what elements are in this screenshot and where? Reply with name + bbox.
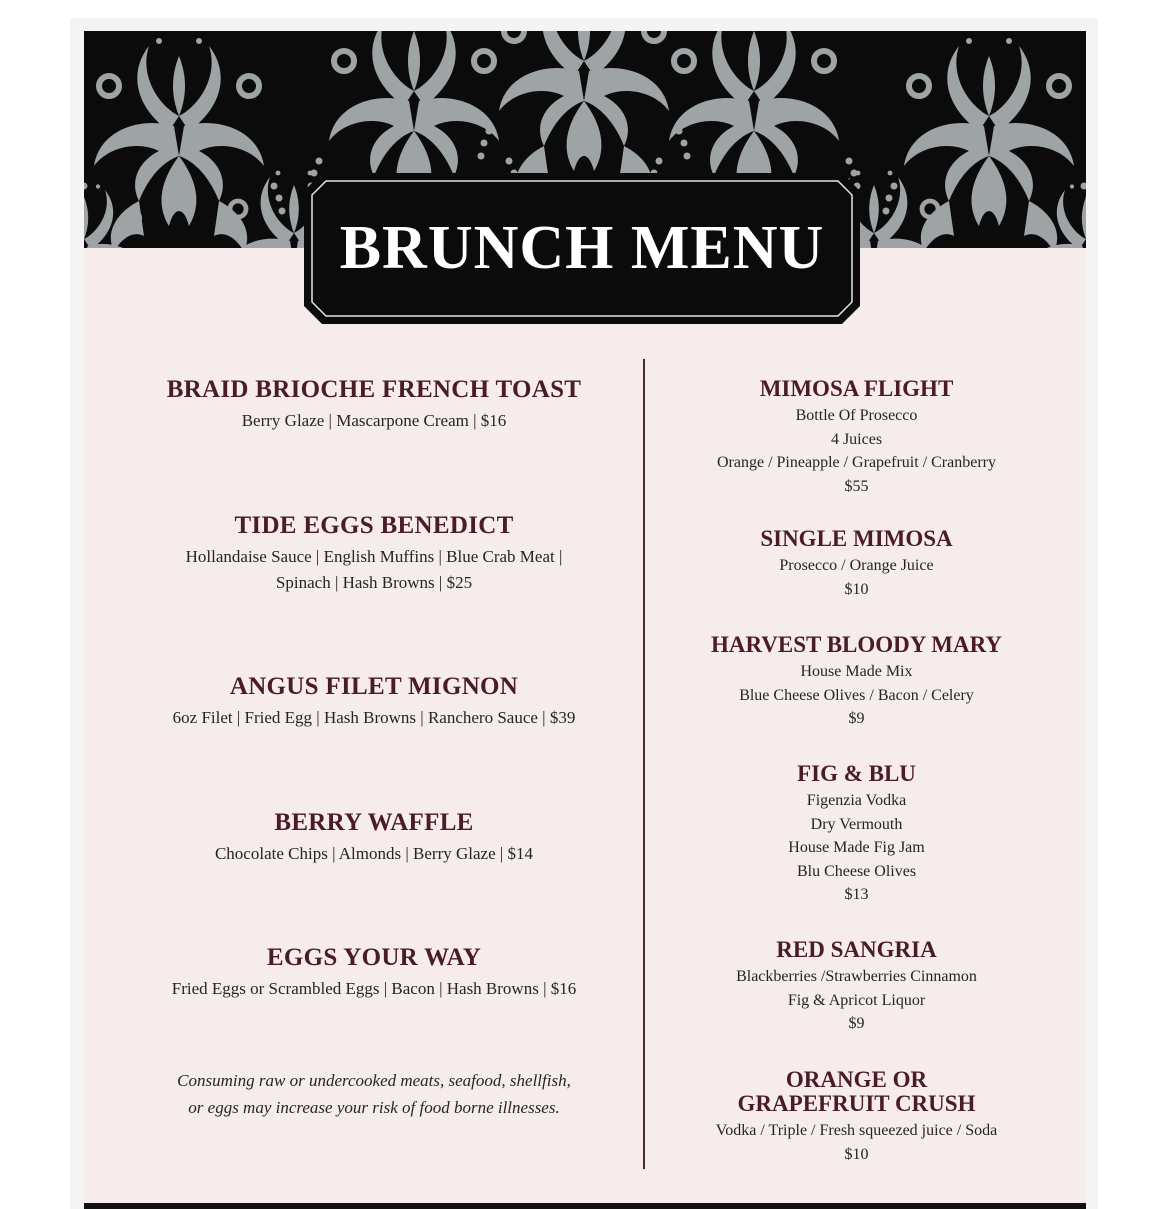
menu-item [124,945,624,1002]
bottom-border [84,1203,1086,1209]
drink-item [664,938,1049,1036]
drink-item [664,527,1049,601]
drink-line: Blue Cheese Olives / Bacon / Celery [739,686,974,704]
drink-price: $9 [848,710,865,727]
drink-price: $13 [844,886,869,903]
drink-name: SINGLE MIMOSA [760,526,953,551]
drink-line: 4 Juices [830,430,883,448]
drink-line: Bottle Of Prosecco [795,407,918,424]
drink-name: RED SANGRIA [776,937,937,962]
drink-item [664,762,1049,907]
drink-item [664,377,1049,498]
drink-name: GRAPEFRUIT CRUSH [737,1091,976,1116]
drink-item [664,1068,1049,1166]
drink-name: ORANGE OR [785,1067,928,1092]
menu-page [84,31,1086,1209]
menu-item [124,513,624,596]
drink-item [664,633,1049,731]
drink-line: Vodka / Triple / Fresh squeezed juice / Soda [715,1122,998,1139]
item-description: 6oz Filet | Fried Egg | Hash Browns | Ranchero Sauce | $39 [172,708,576,727]
drink-line: Dry Vermouth [810,815,903,833]
item-description: Fried Eggs or Scrambled Eggs | Bacon | Hash Browns | $16 [171,979,577,998]
item-name: ANGUS FILET MIGNON [229,673,519,700]
item-description-line: Hollandaise Sauce | English Muffins | Blue Crab Meat | [185,547,563,566]
menu-item [124,377,624,434]
menu-item [124,810,624,867]
drink-name: MIMOSA FLIGHT [759,376,954,401]
drink-line: House Made Fig Jam [788,839,925,856]
drink-line: Blu Cheese Olives [796,862,917,880]
item-description-line: Spinach | Hash Browns | $25 [275,573,473,592]
column-divider [643,359,645,1169]
drink-line: Prosecco / Orange Juice [779,557,934,574]
page-title: BRUNCH MENU [339,214,825,282]
menu-item [124,674,624,731]
drink-line: Blackberries /Strawberries Cinnamon [736,968,977,985]
drink-name: FIG & BLU [797,761,916,786]
item-name: TIDE EGGS BENEDICT [234,512,514,539]
item-name: BRAID BRIOCHE FRENCH TOAST [166,376,582,403]
drink-price: $10 [844,1145,869,1163]
drink-line: Orange / Pineapple / Grapefruit / Cranberry [716,454,996,471]
title-plaque [304,173,860,324]
drink-price: $55 [844,477,869,495]
food-safety-disclaimer [124,1067,624,1121]
drink-price: $9 [848,1015,865,1032]
drink-line: Fig & Apricot Liquor [787,991,926,1009]
drink-name: HARVEST BLOODY MARY [710,632,1003,657]
drink-line: House Made Mix [800,663,913,680]
item-name: EGGS YOUR WAY [266,944,482,971]
disclaimer-line: Consuming raw or undercooked meats, seafood, shellfish, [177,1071,571,1090]
item-description: Berry Glaze | Mascarpone Cream | $16 [241,411,507,430]
item-description: Chocolate Chips | Almonds | Berry Glaze | $14 [214,844,534,863]
drink-line: Figenzia Vodka [806,792,907,809]
drink-price: $10 [844,580,869,598]
item-name: BERRY WAFFLE [274,809,474,836]
item-description [124,544,624,596]
disclaimer-line: or eggs may increase your risk of food borne illnesses. [188,1098,560,1117]
